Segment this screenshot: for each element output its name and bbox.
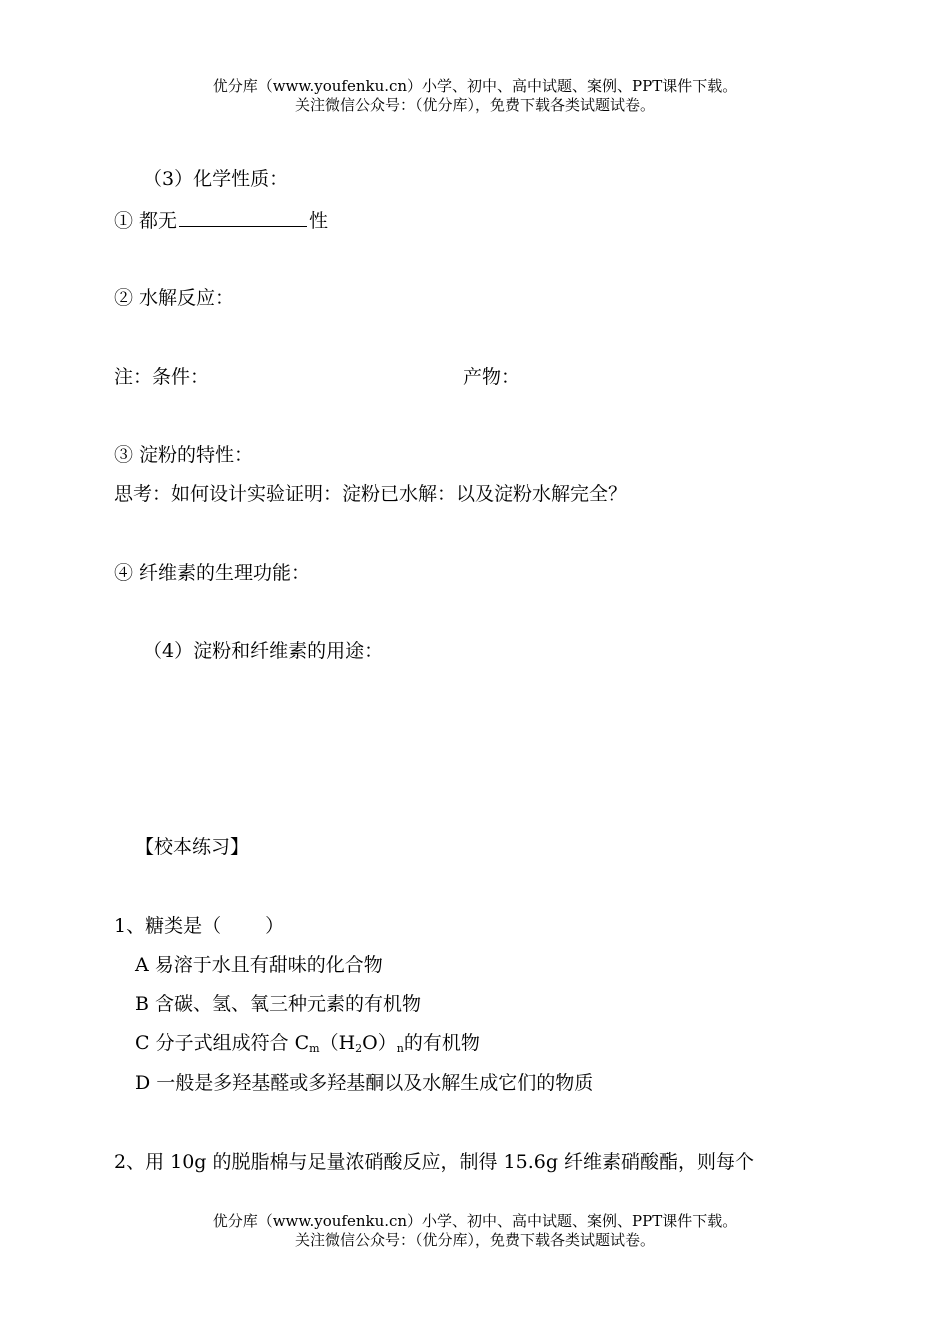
opt-c-mid: （H [319,1032,356,1054]
sub-m: m [309,1042,320,1055]
opt-c-mid2: O） [362,1032,397,1054]
sub-2: 2 [355,1042,363,1055]
q1-option-b: B 含碳、氢、氧三种元素的有机物 [135,993,422,1015]
fill-in-blank[interactable] [179,206,307,227]
q1-stem-prefix: 1、糖类是（ [114,915,222,937]
q1-stem-suffix: ） [265,915,285,937]
item3-starch-property: ③ 淀粉的特性： [114,444,254,466]
note-product: 产物： [463,366,521,388]
sub-n: n [396,1042,404,1055]
section4-title: （4）淀粉和纤维素的用途： [143,640,384,662]
page-footer [0,1212,950,1250]
opt-c-prefix: C 分子式组成符合 C [135,1032,310,1054]
page-header [0,77,950,115]
item1-suffix: 性 [309,210,329,232]
think-question: 思考：如何设计实验证明：淀粉已水解：以及淀粉水解完全？ [114,483,628,505]
q1-option-d: D 一般是多羟基醛或多羟基酮以及水解生成它们的物质 [135,1072,594,1094]
footer-line-1: 优分库（www.youfenku.cn）小学、初中、高中试题、案例、PPT课件下载。 [212,1212,738,1230]
item2-hydrolysis: ② 水解反应： [114,287,235,309]
header-line-1: 优分库（www.youfenku.cn）小学、初中、高中试题、案例、PPT课件下载。 [212,77,738,95]
opt-c-suffix: 的有机物 [403,1032,480,1054]
item1-line [114,206,328,233]
q1-option-a: A 易溶于水且有甜味的化合物 [135,954,383,976]
item4-cellulose-function: ④ 纤维素的生理功能： [114,562,311,584]
footer-line-2: 关注微信公众号：（优分库），免费下载各类试题试卷。 [294,1231,655,1249]
note-condition: 注：条件： [114,366,210,388]
item1-prefix: ① 都无 [114,210,178,232]
header-line-2: 关注微信公众号：（优分库），免费下载各类试题试卷。 [294,96,655,114]
section3-title: （3）化学性质： [143,168,289,190]
practice-heading: 【校本练习】 [135,836,250,858]
q1-option-c [135,1031,480,1061]
q2-stem: 2、用 10g 的脱脂棉与足量浓硝酸反应，制得 15.6g 纤维素硝酸酯，则每个 [114,1151,755,1173]
q1-stem [114,914,284,938]
